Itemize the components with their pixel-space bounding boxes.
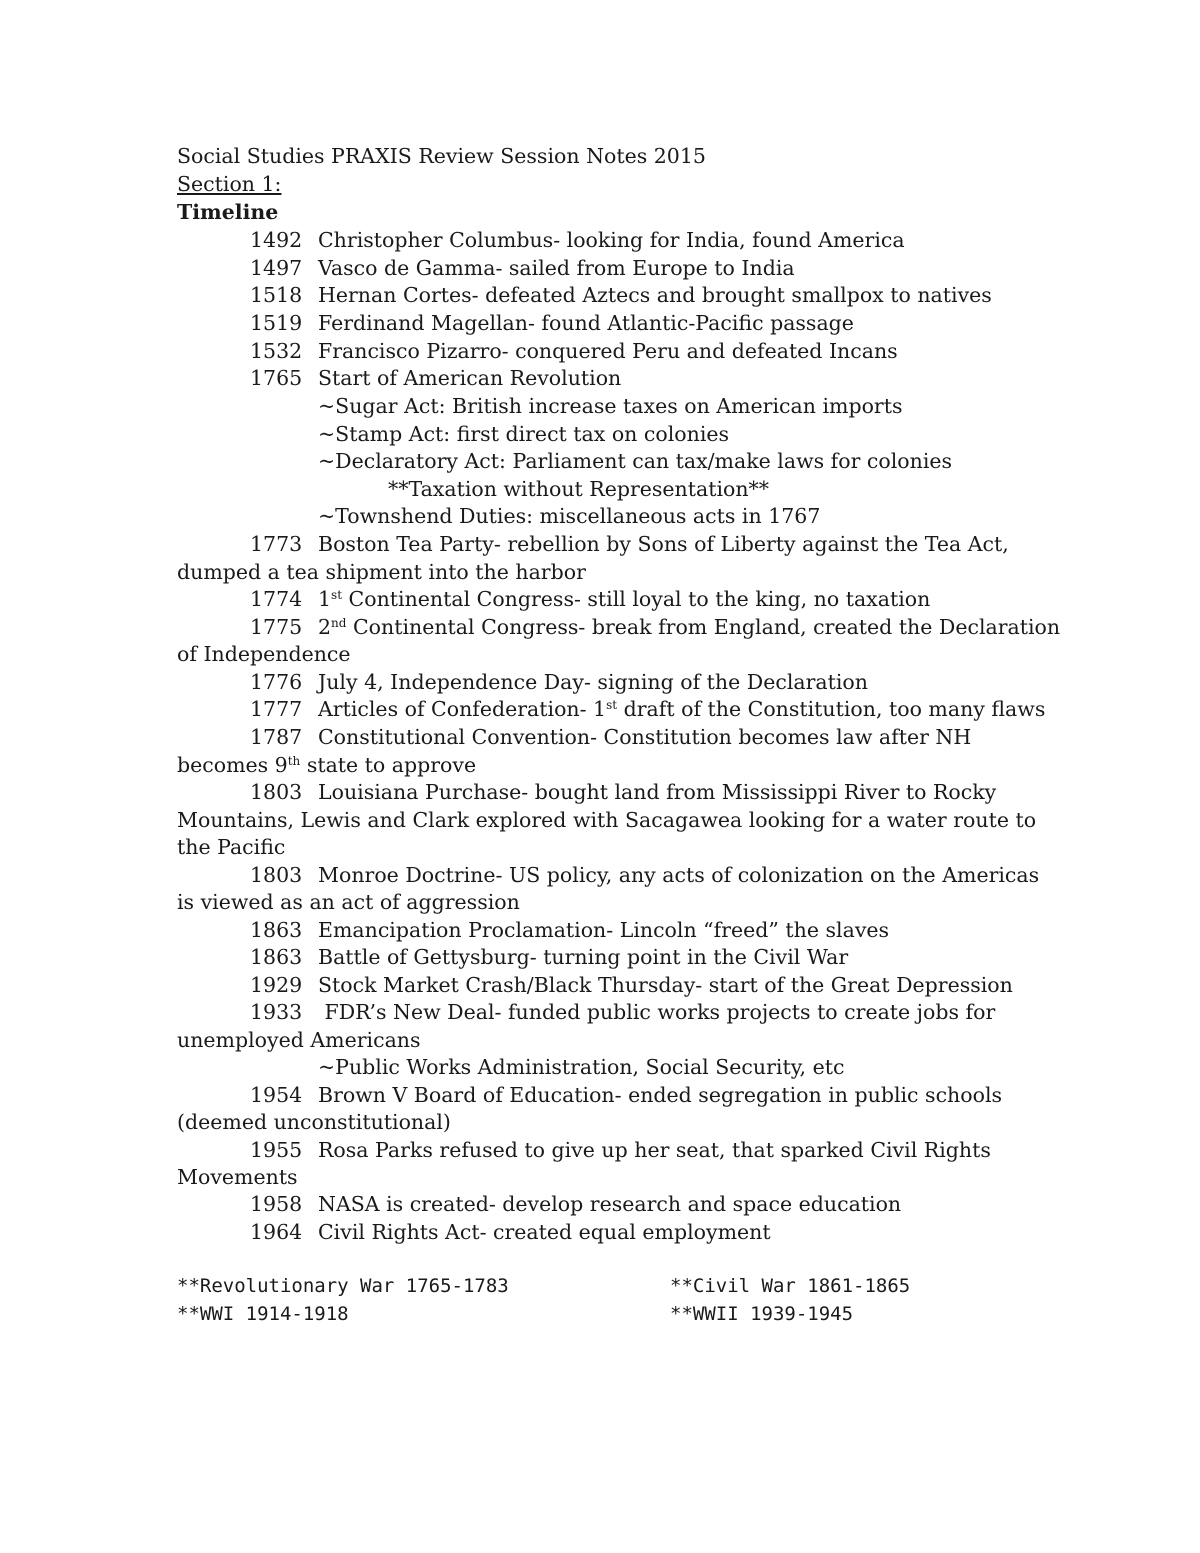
entry-year: 1776 — [250, 670, 303, 694]
ordinal-number: 2 — [318, 615, 332, 639]
entry-year: 1863 — [250, 918, 303, 942]
sugar-act-note: ~Sugar Act: British increase taxes on American imports — [318, 394, 903, 418]
townshend-note: ~Townshend Duties: miscellaneous acts in 1767 — [318, 504, 821, 528]
entry-text: NASA is created- develop research and space education — [318, 1192, 902, 1216]
entry-text-continued: is viewed as an act of aggression — [177, 890, 520, 914]
entry-text-continued: the Pacific — [177, 835, 286, 859]
entry-text: Hernan Cortes- defeated Aztecs and brought smallpox to natives — [318, 283, 992, 307]
entry-text: Battle of Gettysburg- turning point in the Civil War — [318, 945, 849, 969]
war-revolutionary: **Revolutionary War 1765-1783 — [177, 1275, 509, 1297]
new-deal-note: ~Public Works Administration, Social Security, etc — [318, 1055, 845, 1079]
entry-year: 1958 — [250, 1192, 303, 1216]
entry-text: Christopher Columbus- looking for India, found America — [318, 228, 905, 252]
entry-text-continued — [177, 751, 476, 779]
entry-text-continued: unemployed Americans — [177, 1028, 421, 1052]
entry-text: Louisiana Purchase- bought land from Mississippi River to Rocky — [318, 780, 997, 804]
entry-text: Rosa Parks refused to give up her seat, that sparked Civil Rights — [318, 1138, 991, 1162]
entry-year: 1519 — [250, 311, 303, 335]
ordinal-suffix: st — [331, 588, 343, 602]
entry-year: 1933 — [250, 1000, 303, 1024]
entry-text — [318, 695, 1045, 723]
entry-text: Vasco de Gamma- sailed from Europe to India — [318, 256, 795, 280]
entry-text: Start of American Revolution — [318, 366, 622, 390]
war-civil: **Civil War 1861-1865 — [670, 1275, 911, 1297]
entry-text-continued: dumped a tea shipment into the harbor — [177, 560, 586, 584]
ordinal-suffix: st — [606, 698, 618, 712]
entry-year: 1863 — [250, 945, 303, 969]
timeline-heading: Timeline — [177, 200, 279, 224]
entry-text-continued: Mountains, Lewis and Clark explored with Sacagawea looking for a water route to — [177, 808, 1037, 832]
entry-text: Emancipation Proclamation- Lincoln “freed” the slaves — [318, 918, 890, 942]
entry-text-continued: Movements — [177, 1165, 298, 1189]
entry-text-rest: state to approve — [300, 753, 477, 777]
entry-year: 1803 — [250, 863, 303, 887]
entry-text-rest: Continental Congress- still loyal to the king, no taxation — [342, 587, 931, 611]
entry-text: Stock Market Crash/Black Thursday- start of the Great Depression — [318, 973, 1013, 997]
section-heading: Section 1: — [177, 172, 282, 196]
entry-year: 1773 — [250, 532, 303, 556]
entry-year: 1774 — [250, 587, 303, 611]
entry-year: 1929 — [250, 973, 303, 997]
entry-text-pre: Articles of Confederation- 1 — [318, 697, 607, 721]
entry-text-rest: Continental Congress- break from England, created the Declaration — [346, 615, 1061, 639]
entry-year: 1803 — [250, 780, 303, 804]
war-wwi: **WWI 1914-1918 — [177, 1303, 349, 1325]
entry-year: 1787 — [250, 725, 303, 749]
entry-text: July 4, Independence Day- signing of the Declaration — [318, 670, 868, 694]
entry-text: Civil Rights Act- created equal employment — [318, 1220, 771, 1244]
entry-text: Ferdinand Magellan- found Atlantic-Pacific passage — [318, 311, 854, 335]
entry-text-pre: becomes 9 — [177, 753, 288, 777]
entry-year: 1492 — [250, 228, 303, 252]
entry-text: Monroe Doctrine- US policy, any acts of colonization on the Americas — [318, 863, 1040, 887]
war-wwii: **WWII 1939-1945 — [670, 1303, 854, 1325]
entry-text-rest: draft of the Constitution, too many flaws — [617, 697, 1046, 721]
entry-year: 1775 — [250, 615, 303, 639]
ordinal-suffix: nd — [331, 616, 347, 630]
entry-year: 1518 — [250, 283, 303, 307]
entry-year: 1955 — [250, 1138, 303, 1162]
entry-year: 1497 — [250, 256, 303, 280]
ordinal-number: 1 — [318, 587, 332, 611]
entry-text: Brown V Board of Education- ended segregation in public schools — [318, 1083, 1003, 1107]
ordinal-suffix: th — [287, 754, 301, 768]
entry-text: Constitutional Convention- Constitution becomes law after NH — [318, 725, 972, 749]
declaratory-act-note: ~Declaratory Act: Parliament can tax/make laws for colonies — [318, 449, 953, 473]
entry-year: 1964 — [250, 1220, 303, 1244]
entry-year: 1954 — [250, 1083, 303, 1107]
entry-text: Francisco Pizarro- conquered Peru and defeated Incans — [318, 339, 898, 363]
entry-text-continued: of Independence — [177, 642, 351, 666]
entry-year: 1532 — [250, 339, 303, 363]
entry-text: FDR’s New Deal- funded public works projects to create jobs for — [318, 1000, 996, 1024]
stamp-act-note: ~Stamp Act: first direct tax on colonies — [318, 422, 730, 446]
entry-text — [318, 585, 930, 613]
entry-text — [318, 613, 1060, 641]
entry-text: Boston Tea Party- rebellion by Sons of Liberty against the Tea Act, — [318, 532, 1009, 556]
entry-year: 1765 — [250, 366, 303, 390]
document-title: Social Studies PRAXIS Review Session Notes 2015 — [177, 144, 706, 168]
entry-text-continued: (deemed unconstitutional) — [177, 1110, 451, 1134]
taxation-note: **Taxation without Representation** — [388, 477, 770, 501]
entry-year: 1777 — [250, 697, 303, 721]
